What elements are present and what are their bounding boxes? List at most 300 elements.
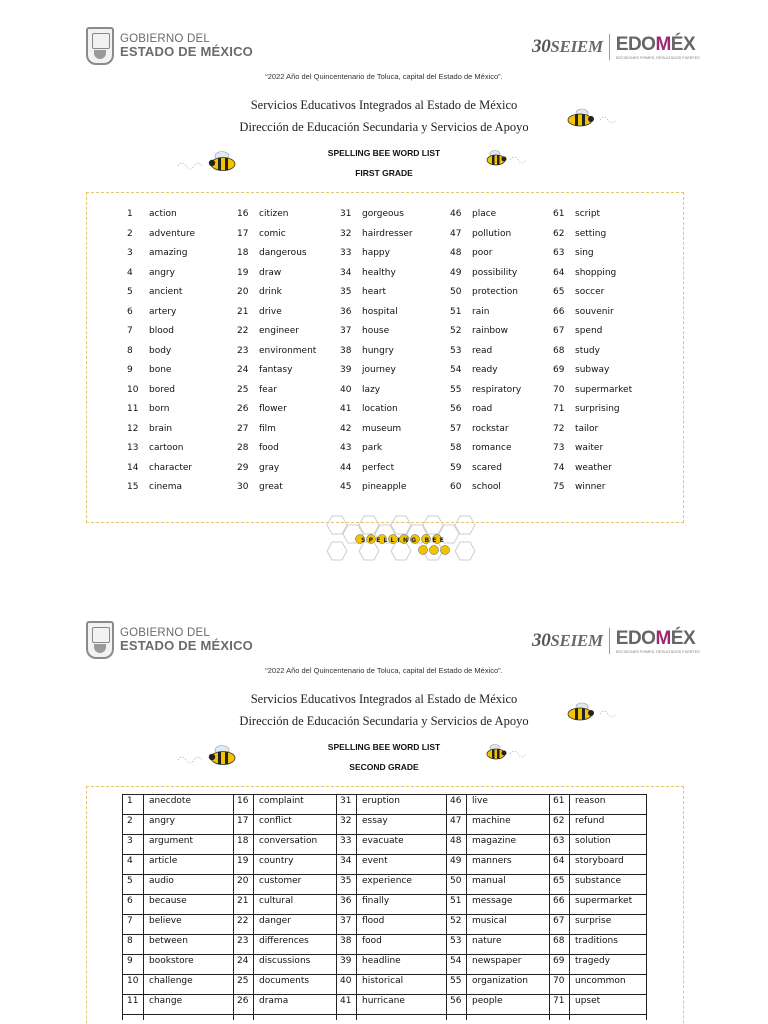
- word-item: brain: [149, 423, 173, 434]
- word-item: possibility: [472, 267, 518, 278]
- word-item: discussions: [259, 956, 311, 966]
- word-number: 9: [127, 365, 133, 375]
- word-number: 18: [237, 836, 249, 846]
- word-item: headline: [362, 956, 401, 966]
- word-number: 52: [450, 916, 462, 926]
- word-item: spend: [575, 326, 603, 336]
- word-number: 64: [553, 856, 565, 866]
- word-number: 60: [450, 482, 462, 492]
- word-number: 1: [127, 796, 133, 806]
- first-grade-word-list: [86, 192, 684, 523]
- word-item: event: [362, 856, 388, 866]
- word-number: 70: [553, 976, 565, 986]
- word-number: 56: [450, 996, 462, 1006]
- word-number: 45: [340, 482, 352, 492]
- word-number: 59: [450, 462, 462, 473]
- word-number: 7: [127, 916, 133, 926]
- word-item: location: [362, 404, 398, 414]
- word-number: 44: [340, 462, 352, 473]
- second-grade-word-list: [86, 786, 684, 1024]
- table-row-divider: [122, 834, 646, 835]
- institution-title: Servicios Educativos Integrados al Estado de México: [250, 98, 518, 112]
- word-number: 2: [127, 228, 133, 239]
- word-number: 16: [237, 796, 249, 806]
- word-item: shopping: [575, 267, 617, 278]
- word-item: manners: [472, 856, 512, 866]
- word-number: 7: [127, 326, 133, 336]
- seiem-logo: 30SEIEM: [532, 630, 603, 651]
- word-item: newspaper: [472, 956, 522, 966]
- word-item: bored: [149, 384, 175, 395]
- word-item: gorgeous: [362, 209, 404, 219]
- word-item: machine: [472, 816, 511, 826]
- institution-title: Servicios Educativos Integrados al Estado de México: [250, 692, 518, 706]
- gov-logo-line1: GOBIERNO DEL: [120, 627, 210, 640]
- bee-icon: [486, 742, 546, 766]
- seiem-edomex-logo: [532, 34, 700, 60]
- word-number: 64: [553, 267, 565, 278]
- word-number: 47: [450, 816, 462, 826]
- word-number: 69: [553, 365, 565, 375]
- word-item: challenge: [149, 976, 193, 986]
- word-item: essay: [362, 816, 388, 826]
- word-item: perfect: [362, 462, 395, 473]
- word-number: 38: [340, 936, 352, 946]
- word-number: 46: [450, 209, 462, 219]
- word-number: 52: [450, 326, 462, 336]
- word-number: 47: [450, 228, 462, 239]
- word-number: 49: [450, 856, 462, 866]
- table-column-divider: [336, 794, 337, 1020]
- word-number: 21: [237, 896, 249, 906]
- word-item: reason: [575, 796, 606, 806]
- word-number: 74: [553, 462, 565, 473]
- word-item: surprising: [575, 404, 620, 414]
- word-item: respiratory: [472, 384, 522, 395]
- word-number: 3: [127, 248, 133, 258]
- word-number: 16: [237, 209, 249, 219]
- word-number: 71: [553, 404, 565, 414]
- word-item: happy: [362, 248, 390, 258]
- word-number: 35: [340, 287, 352, 297]
- word-number: 26: [237, 404, 249, 414]
- word-number: 2: [127, 816, 133, 826]
- word-number: 37: [340, 916, 352, 926]
- word-item: heart: [362, 287, 386, 297]
- word-number: 72: [553, 423, 565, 434]
- word-item: historical: [362, 976, 404, 986]
- word-number: 58: [450, 443, 462, 453]
- table-column-divider: [356, 794, 357, 1020]
- word-number: 42: [340, 423, 352, 434]
- word-number: 24: [237, 365, 249, 375]
- word-number: 50: [450, 876, 462, 886]
- word-number: 4: [127, 856, 133, 866]
- word-number: 11: [127, 404, 139, 414]
- word-number: 68: [553, 936, 565, 946]
- word-item: experience: [362, 876, 412, 886]
- word-number: 1: [127, 209, 133, 219]
- word-item: born: [149, 404, 170, 414]
- word-number: 33: [340, 836, 352, 846]
- word-item: film: [259, 423, 276, 434]
- word-item: setting: [575, 228, 607, 239]
- word-number: 48: [450, 248, 462, 258]
- word-number: 4: [127, 267, 133, 278]
- table-row-divider: [122, 934, 646, 935]
- word-item: lazy: [362, 384, 381, 395]
- direction-title: Dirección de Educación Secundaria y Servicios de Apoyo: [239, 120, 529, 134]
- word-item: park: [362, 443, 383, 453]
- word-number: 34: [340, 856, 352, 866]
- word-item: subway: [575, 365, 610, 375]
- word-number: 54: [450, 956, 462, 966]
- word-item: storyboard: [575, 856, 624, 866]
- word-number: 62: [553, 228, 565, 239]
- word-item: solution: [575, 836, 611, 846]
- word-item: waiter: [575, 443, 604, 453]
- word-item: argument: [149, 836, 194, 846]
- word-item: audio: [149, 876, 174, 886]
- word-number: 51: [450, 896, 462, 906]
- table-column-divider: [446, 794, 447, 1020]
- gov-logo-line1: GOBIERNO DEL: [120, 33, 210, 46]
- word-item: drink: [259, 287, 282, 297]
- word-number: 26: [237, 996, 249, 1006]
- seiem-logo: 30SEIEM: [532, 36, 603, 57]
- word-number: 28: [237, 443, 249, 453]
- word-item: organization: [472, 976, 528, 986]
- word-number: 25: [237, 384, 249, 395]
- gobierno-logo: [86, 27, 253, 65]
- table-column-divider: [233, 794, 234, 1020]
- word-number: 55: [450, 384, 462, 395]
- word-item: winner: [575, 482, 606, 492]
- word-number: 29: [237, 462, 249, 473]
- motto: “2022 Año del Quincentenario de Toluca, capital del Estado de México”.: [265, 666, 503, 675]
- word-item: dangerous: [259, 248, 307, 258]
- gov-logo-line2: ESTADO DE MÉXICO: [120, 44, 253, 60]
- word-item: supermarket: [575, 896, 633, 906]
- word-number: 10: [127, 384, 139, 395]
- word-item: journey: [362, 365, 396, 375]
- word-item: upset: [575, 996, 601, 1006]
- word-item: traditions: [575, 936, 618, 946]
- word-item: healthy: [362, 267, 396, 278]
- word-item: flower: [259, 404, 287, 414]
- word-number: 14: [127, 462, 139, 473]
- word-item: pineapple: [362, 482, 407, 492]
- word-item: magazine: [472, 836, 516, 846]
- word-item: supermarket: [575, 384, 633, 395]
- word-number: 19: [237, 267, 249, 278]
- word-number: 15: [127, 482, 139, 492]
- word-item: fantasy: [259, 365, 293, 375]
- word-item: pollution: [472, 228, 512, 239]
- word-number: 65: [553, 876, 565, 886]
- word-item: hospital: [362, 306, 398, 317]
- logo-divider: [609, 34, 610, 60]
- table-column-divider: [646, 794, 647, 1020]
- word-number: 62: [553, 816, 565, 826]
- word-number: 12: [127, 423, 139, 434]
- word-item: angry: [149, 816, 175, 826]
- word-number: 48: [450, 836, 462, 846]
- word-item: customer: [259, 876, 302, 886]
- word-item: surprise: [575, 916, 612, 926]
- word-number: 61: [553, 796, 565, 806]
- word-item: cinema: [149, 482, 182, 492]
- word-number: 43: [340, 443, 352, 453]
- word-number: 65: [553, 287, 565, 297]
- word-number: 38: [340, 345, 352, 356]
- word-item: cultural: [259, 896, 294, 906]
- table-column-divider: [143, 794, 144, 1020]
- word-item: evacuate: [362, 836, 404, 846]
- word-number: 8: [127, 936, 133, 946]
- word-number: 53: [450, 936, 462, 946]
- word-item: live: [472, 796, 488, 806]
- word-number: 41: [340, 404, 352, 414]
- word-number: 19: [237, 856, 249, 866]
- word-item: great: [259, 482, 283, 492]
- bee-icon: [176, 150, 236, 174]
- word-item: conflict: [259, 816, 292, 826]
- word-number: 35: [340, 876, 352, 886]
- gobierno-logo: [86, 621, 253, 659]
- word-item: amazing: [149, 248, 188, 258]
- table-column-divider: [122, 794, 123, 1020]
- word-item: flood: [362, 916, 385, 926]
- word-item: read: [472, 345, 493, 356]
- word-item: bookstore: [149, 956, 194, 966]
- word-number: 46: [450, 796, 462, 806]
- word-number: 21: [237, 306, 249, 317]
- word-number: 3: [127, 836, 133, 846]
- word-number: 63: [553, 248, 565, 258]
- word-number: 33: [340, 248, 352, 258]
- word-item: comic: [259, 228, 286, 239]
- table-row-divider: [122, 814, 646, 815]
- word-list-title: SPELLING BEE WORD LIST: [327, 148, 441, 158]
- table-column-divider: [549, 794, 550, 1020]
- word-item: action: [149, 209, 177, 219]
- word-number: 24: [237, 956, 249, 966]
- word-item: message: [472, 896, 513, 906]
- word-item: ancient: [149, 287, 183, 297]
- word-number: 5: [127, 876, 133, 886]
- bee-icon: [176, 744, 236, 768]
- logo-divider: [609, 628, 610, 654]
- word-number: 32: [340, 228, 352, 239]
- word-number: 54: [450, 365, 462, 375]
- word-item: hungry: [362, 345, 394, 356]
- word-number: 25: [237, 976, 249, 986]
- word-number: 31: [340, 209, 352, 219]
- motto: “2022 Año del Quincentenario de Toluca, capital del Estado de México”.: [265, 72, 503, 81]
- word-number: 8: [127, 345, 133, 356]
- word-item: country: [259, 856, 294, 866]
- word-item: between: [149, 936, 188, 946]
- word-number: 6: [127, 306, 133, 317]
- word-item: uncommon: [575, 976, 626, 986]
- word-item: soccer: [575, 287, 605, 297]
- word-item: weather: [575, 462, 612, 473]
- seiem-edomex-logo: [532, 628, 700, 654]
- word-number: 49: [450, 267, 462, 278]
- word-number: 36: [340, 896, 352, 906]
- word-item: rainbow: [472, 326, 508, 336]
- table-row-divider: [122, 794, 646, 795]
- word-item: tragedy: [575, 956, 611, 966]
- word-number: 66: [553, 896, 565, 906]
- word-item: musical: [472, 916, 507, 926]
- word-number: 6: [127, 896, 133, 906]
- word-item: environment: [259, 345, 317, 356]
- edomex-tagline: DECISIONES FIRMES, RESULTADOS FUERTES: [615, 55, 700, 60]
- word-item: drive: [259, 306, 282, 317]
- word-item: artery: [149, 306, 177, 317]
- word-number: 70: [553, 384, 565, 395]
- word-item: script: [575, 209, 601, 219]
- table-column-divider: [253, 794, 254, 1020]
- coat-of-arms-icon: [86, 621, 114, 659]
- word-item: romance: [472, 443, 512, 453]
- word-number: 17: [237, 228, 249, 239]
- table-row-divider: [122, 1014, 646, 1015]
- word-number: 23: [237, 345, 249, 356]
- word-item: believe: [149, 916, 182, 926]
- word-item: bone: [149, 365, 172, 375]
- word-number: 27: [237, 423, 249, 434]
- word-item: character: [149, 462, 193, 473]
- word-number: 39: [340, 956, 352, 966]
- word-number: 22: [237, 326, 249, 336]
- table-row-divider: [122, 874, 646, 875]
- word-item: blood: [149, 326, 174, 336]
- word-number: 41: [340, 996, 352, 1006]
- word-item: change: [149, 996, 183, 1006]
- word-item: citizen: [259, 209, 289, 219]
- svg-text:SPELLING BEE: SPELLING BEE: [361, 537, 447, 544]
- coat-of-arms-icon: [86, 27, 114, 65]
- word-number: 31: [340, 796, 352, 806]
- word-number: 10: [127, 976, 139, 986]
- word-item: house: [362, 326, 390, 336]
- bee-icon: [562, 700, 622, 724]
- word-item: rain: [472, 306, 490, 317]
- word-number: 20: [237, 876, 249, 886]
- word-item: gray: [259, 462, 280, 473]
- word-number: 66: [553, 306, 565, 317]
- word-number: 73: [553, 443, 565, 453]
- word-item: museum: [362, 423, 402, 434]
- word-number: 39: [340, 365, 352, 375]
- word-item: conversation: [259, 836, 318, 846]
- word-number: 67: [553, 916, 565, 926]
- word-item: fear: [259, 384, 277, 395]
- word-item: study: [575, 345, 600, 356]
- word-number: 37: [340, 326, 352, 336]
- word-item: people: [472, 996, 503, 1006]
- word-number: 5: [127, 287, 133, 297]
- word-item: cartoon: [149, 443, 184, 453]
- word-number: 55: [450, 976, 462, 986]
- word-number: 36: [340, 306, 352, 317]
- word-item: hairdresser: [362, 228, 413, 239]
- grade-title: FIRST GRADE: [355, 168, 413, 178]
- edomex-logo: EDOMÉX: [615, 627, 696, 649]
- word-item: scared: [472, 462, 502, 473]
- word-list-title: SPELLING BEE WORD LIST: [327, 742, 441, 752]
- table-row-divider: [122, 894, 646, 895]
- word-number: 9: [127, 956, 133, 966]
- word-number: 40: [340, 384, 352, 395]
- word-number: 18: [237, 248, 249, 258]
- table-column-divider: [466, 794, 467, 1020]
- edomex-tagline: DECISIONES FIRMES, RESULTADOS FUERTES: [615, 649, 700, 654]
- word-item: ready: [472, 365, 498, 375]
- word-item: substance: [575, 876, 622, 886]
- word-item: drama: [259, 996, 289, 1006]
- word-number: 67: [553, 326, 565, 336]
- word-number: 53: [450, 345, 462, 356]
- word-item: because: [149, 896, 187, 906]
- word-number: 40: [340, 976, 352, 986]
- word-item: complaint: [259, 796, 304, 806]
- word-item: nature: [472, 936, 502, 946]
- word-item: road: [472, 404, 493, 414]
- word-item: hurricane: [362, 996, 405, 1006]
- gov-logo-line2: ESTADO DE MÉXICO: [120, 638, 253, 654]
- word-item: place: [472, 209, 497, 219]
- edomex-logo: EDOMÉX: [615, 33, 696, 55]
- word-item: souvenir: [575, 306, 614, 317]
- word-number: 71: [553, 996, 565, 1006]
- table-row-divider: [122, 954, 646, 955]
- table-row-divider: [122, 914, 646, 915]
- word-item: food: [259, 443, 279, 453]
- word-item: body: [149, 345, 172, 356]
- word-item: adventure: [149, 228, 196, 239]
- word-number: 23: [237, 936, 249, 946]
- word-item: documents: [259, 976, 310, 986]
- word-item: angry: [149, 267, 175, 278]
- word-item: poor: [472, 248, 493, 258]
- bee-icon: [562, 106, 622, 130]
- word-item: rockstar: [472, 423, 509, 434]
- word-number: 57: [450, 423, 462, 434]
- word-item: tailor: [575, 423, 599, 434]
- word-number: 63: [553, 836, 565, 846]
- word-number: 11: [127, 996, 139, 1006]
- word-item: manual: [472, 876, 506, 886]
- word-number: 69: [553, 956, 565, 966]
- word-item: draw: [259, 267, 282, 278]
- word-number: 50: [450, 287, 462, 297]
- table-row-divider: [122, 994, 646, 995]
- word-item: protection: [472, 287, 518, 297]
- word-number: 68: [553, 345, 565, 356]
- bee-icon: [486, 148, 546, 172]
- word-number: 13: [127, 443, 139, 453]
- page-second-grade: [0, 594, 768, 1024]
- word-item: anecdote: [149, 796, 191, 806]
- table-row-divider: [122, 974, 646, 975]
- word-item: differences: [259, 936, 309, 946]
- word-item: danger: [259, 916, 291, 926]
- word-number: 22: [237, 916, 249, 926]
